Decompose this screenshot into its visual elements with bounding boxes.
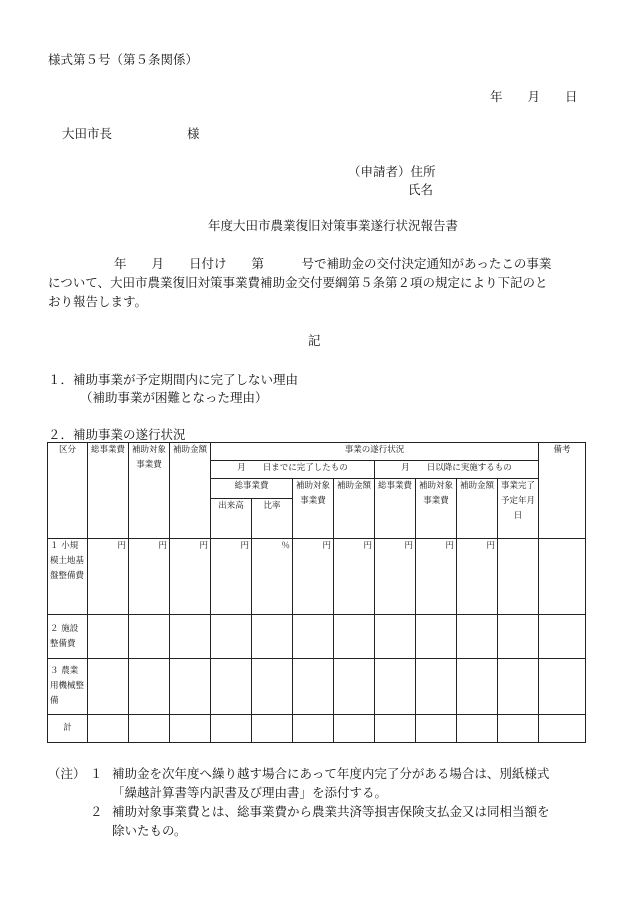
unit-yen: 円 xyxy=(334,539,375,615)
header-completion-date: 事業完了予定年月日 xyxy=(498,479,539,539)
unit-percent: ％ xyxy=(252,539,293,615)
table-row xyxy=(48,715,586,743)
section2-heading: ２．補助事業の遂行状況 xyxy=(48,427,186,442)
header-subsidy-amount-2: 補助金額 xyxy=(334,479,375,539)
section1-subheading: （補助事業が困難となった理由） xyxy=(80,390,268,405)
header-kubun: 区分 xyxy=(48,443,88,539)
row-label: ３ 農業用機械整備 xyxy=(48,659,88,715)
body-paragraph xyxy=(48,254,588,311)
ki-label: 記 xyxy=(308,333,321,348)
status-table xyxy=(47,442,586,743)
header-subsidy-amount: 補助金額 xyxy=(170,443,211,539)
section1-heading: １．補助事業が予定期間内に完了しない理由 xyxy=(48,372,299,387)
table-row xyxy=(48,539,586,615)
note-1-line-1: 補助金を次年度へ繰り越す場合にあって年度内完了分がある場合は、別紙様式 xyxy=(112,766,550,781)
unit-yen: 円 xyxy=(170,539,211,615)
applicant-name-label: 氏名 xyxy=(408,182,434,197)
notes-prefix: （注） xyxy=(48,766,86,781)
applicant-address-label: （申請者）住所 xyxy=(348,164,436,179)
unit-yen: 円 xyxy=(293,539,334,615)
note-1-number: １ xyxy=(90,766,103,781)
header-completed-by: 月 日までに完了したもの xyxy=(211,461,375,479)
note-1-line-2: 「繰越計算書等内訳書及び理由書」を添付する。 xyxy=(112,785,388,800)
addressee: 大田市長 様 xyxy=(62,126,200,141)
header-total-cost: 総事業費 xyxy=(88,443,129,539)
header-target-cost-2: 補助対象事業費 xyxy=(293,479,334,539)
note-2-line-1: 補助対象事業費とは、総事業費から農業共済等損害保険支払金又は同相当額を xyxy=(112,804,550,819)
note-2-number: ２ xyxy=(90,804,103,819)
unit-yen: 円 xyxy=(375,539,416,615)
header-ratio: 比率 xyxy=(252,499,293,539)
row-label-total: 計 xyxy=(48,715,88,743)
row-label: １ 小規模土地基盤整備費 xyxy=(48,539,88,615)
date-line: 年 月 日 xyxy=(490,89,578,104)
header-planned-after: 月 日以降に実施するもの xyxy=(375,461,539,479)
table-row xyxy=(48,615,586,659)
header-target-cost-3: 補助対象事業費 xyxy=(416,479,457,539)
unit-yen: 円 xyxy=(211,539,252,615)
row-label: ２ 施設整備費 xyxy=(48,615,88,659)
header-subsidy-amount-3: 補助金額 xyxy=(457,479,498,539)
header-total-cost-2: 総事業費 xyxy=(211,479,293,499)
header-target-cost: 補助対象事業費 xyxy=(129,443,170,539)
form-id: 様式第５号（第５条関係） xyxy=(48,52,199,67)
header-total-cost-3: 総事業費 xyxy=(375,479,416,539)
note-2-line-2: 除いたもの。 xyxy=(112,823,187,838)
unit-yen: 円 xyxy=(88,539,129,615)
body-line-3: おり報告します。 xyxy=(48,294,148,309)
body-line-2: について、大田市農業復旧対策事業費補助金交付要綱第５条第２項の規定により下記のと xyxy=(48,275,548,290)
header-remarks: 備考 xyxy=(539,443,586,539)
unit-yen: 円 xyxy=(416,539,457,615)
table-row xyxy=(48,659,586,715)
unit-yen: 円 xyxy=(129,539,170,615)
body-line-1: 年 月 日付け 第 号で補助金の交付決定通知があったこの事業 xyxy=(114,256,552,271)
header-output: 出来高 xyxy=(211,499,252,539)
header-progress-status: 事業の遂行状況 xyxy=(211,443,539,461)
document-title: 年度大田市農業復旧対策事業遂行状況報告書 xyxy=(208,218,459,233)
unit-yen: 円 xyxy=(457,539,498,615)
